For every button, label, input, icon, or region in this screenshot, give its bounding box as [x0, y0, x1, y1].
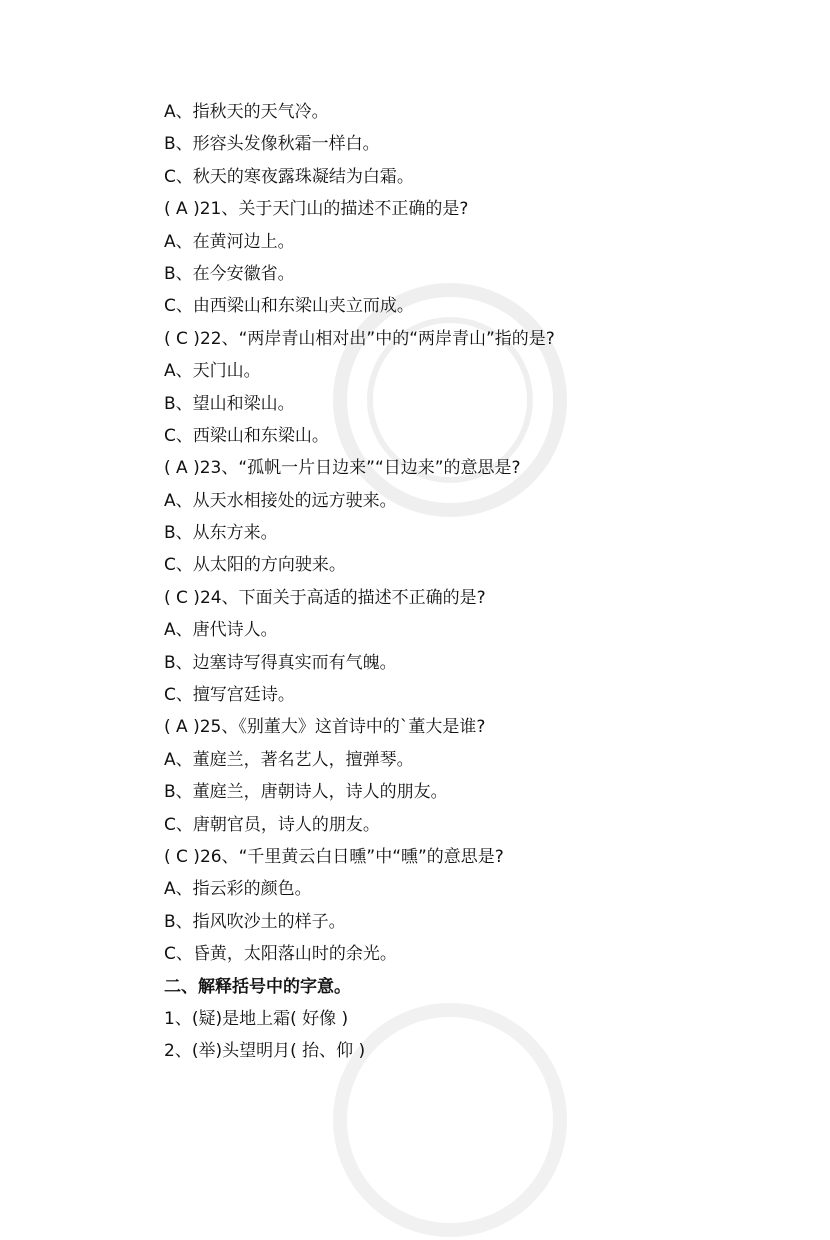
option-a-25: A、董庭兰，著名艺人，擅弹琴。: [164, 749, 414, 770]
section-heading: 二、解释括号中的字意。: [164, 976, 351, 997]
option-c-22: C、西梁山和东梁山。: [164, 425, 329, 446]
option-c-23: C、从太阳的方向驶来。: [164, 555, 346, 576]
option-b-22: B、望山和梁山。: [164, 393, 295, 414]
question-23: ( A )23、“孤帆一片日边来”“日边来”的意思是?: [164, 458, 521, 479]
option-a-26: A、指云彩的颜色。: [164, 879, 312, 900]
option-a-21: A、在黄河边上。: [164, 231, 295, 252]
option-a-22: A、天门山。: [164, 361, 261, 382]
question-24: ( C )24、下面关于高适的描述不正确的是?: [164, 587, 486, 608]
option-c-20: C、秋天的寒夜露珠凝结为白霜。: [164, 166, 414, 187]
option-a-24: A、唐代诗人。: [164, 620, 278, 641]
option-b-26: B、指风吹沙土的样子。: [164, 911, 346, 932]
option-b-23: B、从东方来。: [164, 523, 278, 544]
explain-item-2: 2、(举)头望明月( 抬、仰 ): [164, 1041, 366, 1062]
option-c-26: C、昏黄，太阳落山时的余光。: [164, 944, 397, 965]
question-26: ( C )26、“千里黄云白日曛”中“曛”的意思是?: [164, 846, 504, 867]
question-list: [164, 96, 784, 1068]
question-25: ( A )25、《别董大》这首诗中的`董大是谁?: [164, 717, 486, 738]
option-c-25: C、唐朝官员，诗人的朋友。: [164, 814, 380, 835]
option-b-20: B、形容头发像秋霜一样白。: [164, 134, 380, 155]
option-c-24: C、擅写宫廷诗。: [164, 685, 295, 706]
explain-item-1: 1、(疑)是地上霜( 好像 ): [164, 1008, 349, 1029]
option-a-23: A、从天水相接处的远方驶来。: [164, 490, 397, 511]
option-b-24: B、边塞诗写得真实而有气魄。: [164, 652, 397, 673]
option-b-25: B、董庭兰，唐朝诗人，诗人的朋友。: [164, 782, 448, 803]
question-21: ( A )21、关于天门山的描述不正确的是?: [164, 199, 469, 220]
option-c-21: C、由西梁山和东梁山夹立而成。: [164, 296, 414, 317]
option-b-21: B、在今安徽省。: [164, 263, 295, 284]
option-a-20: A、指秋天的天气冷。: [164, 102, 329, 122]
question-22: ( C )22、“两岸青山相对出”中的“两岸青山”指的是?: [164, 328, 555, 349]
